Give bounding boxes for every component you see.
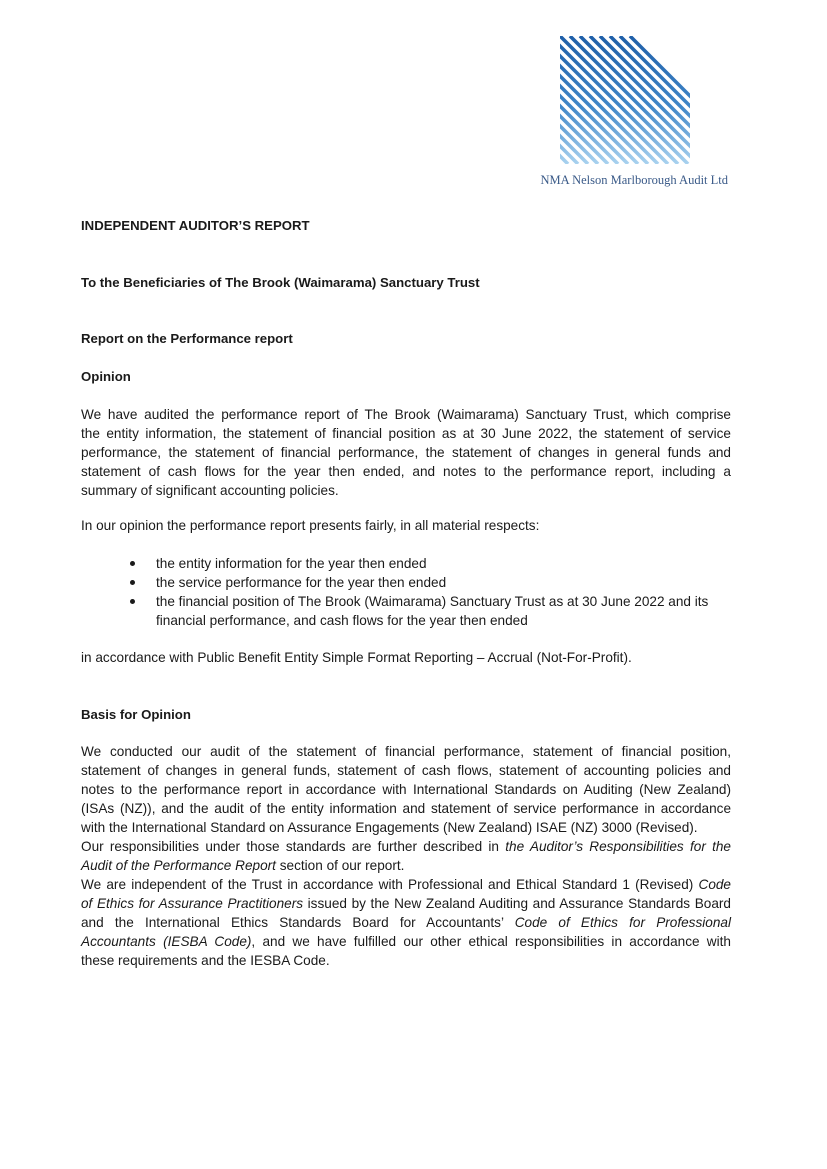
text-line: Audit of the Performance Report section of our report. xyxy=(81,858,405,873)
report-title: INDEPENDENT AUDITOR’S REPORT xyxy=(81,218,310,233)
text-line: the entity information, the statement of financial position as at 30 June 2022, the statement of service xyxy=(81,426,731,441)
section-heading: Report on the Performance report xyxy=(81,331,293,346)
company-name: NMA Nelson Marlborough Audit Ltd xyxy=(540,173,728,187)
bullet-icon xyxy=(130,561,135,566)
text-line: statement of changes in general funds, statement of cash flows, statement of accounting policies and xyxy=(81,763,731,778)
text-line: statement of cash flows for the year then ended, and notes to the performance report, including a xyxy=(81,464,731,479)
text-line: these requirements and the IESBA Code. xyxy=(81,953,330,968)
text-line: summary of significant accounting policies. xyxy=(81,483,339,498)
opinion-closing: in accordance with Public Benefit Entity Simple Format Reporting – Accrual (Not-For-Profit). xyxy=(81,650,632,665)
diagonal-stripes-logo-icon xyxy=(560,36,690,164)
list-item: the entity information for the year then ended xyxy=(81,554,731,573)
text-line: We have audited the performance report of The Brook (Waimarama) Sanctuary Trust, which comprise xyxy=(81,407,731,422)
basis-paragraph xyxy=(81,742,731,970)
opinion-lead-in: In our opinion the performance report presents fairly, in all material respects: xyxy=(81,518,540,533)
text-line: Accountants (IESBA Code), and we have fulfilled our other ethical responsibilities in accordance with xyxy=(81,934,731,949)
bullet-icon xyxy=(130,580,135,585)
text-line: with the International Standard on Assurance Engagements (New Zealand) ISAE (NZ) 3000 (Revised). xyxy=(81,820,698,835)
company-logo xyxy=(560,36,690,164)
text-line: performance, the statement of financial performance, the statement of changes in general funds and xyxy=(81,445,731,460)
text-line: Our responsibilities under those standards are further described in the Auditor’s Responsibilities for the xyxy=(81,839,731,854)
text-line: of Ethics for Assurance Practitioners issued by the New Zealand Auditing and Assurance Standards Board xyxy=(81,896,731,911)
text-line: notes to the performance report in accordance with International Standards on Auditing (New Zealand) xyxy=(81,782,731,797)
text-line: We conducted our audit of the statement of financial performance, statement of financial position, xyxy=(81,744,731,759)
bullet-icon xyxy=(130,599,135,604)
list-item: the financial position of The Brook (Waimarama) Sanctuary Trust as at 30 June 2022 and its financial performance, and cash flows for the year then ended xyxy=(81,592,731,630)
text-line: We are independent of the Trust in accordance with Professional and Ethical Standard 1 (Revised) Code xyxy=(81,877,731,892)
list-item: the service performance for the year then ended xyxy=(81,573,731,592)
text-line: (ISAs (NZ)), and the audit of the entity information and statement of service performance in accordance xyxy=(81,801,731,816)
opinion-bullet-list xyxy=(81,554,731,630)
text-line: and the International Ethics Standards Board for Accountants’ Code of Ethics for Professional xyxy=(81,915,731,930)
opinion-paragraph xyxy=(81,405,731,500)
report-addressee: To the Beneficiaries of The Brook (Waimarama) Sanctuary Trust xyxy=(81,275,480,290)
opinion-heading: Opinion xyxy=(81,369,131,384)
basis-heading: Basis for Opinion xyxy=(81,707,191,722)
